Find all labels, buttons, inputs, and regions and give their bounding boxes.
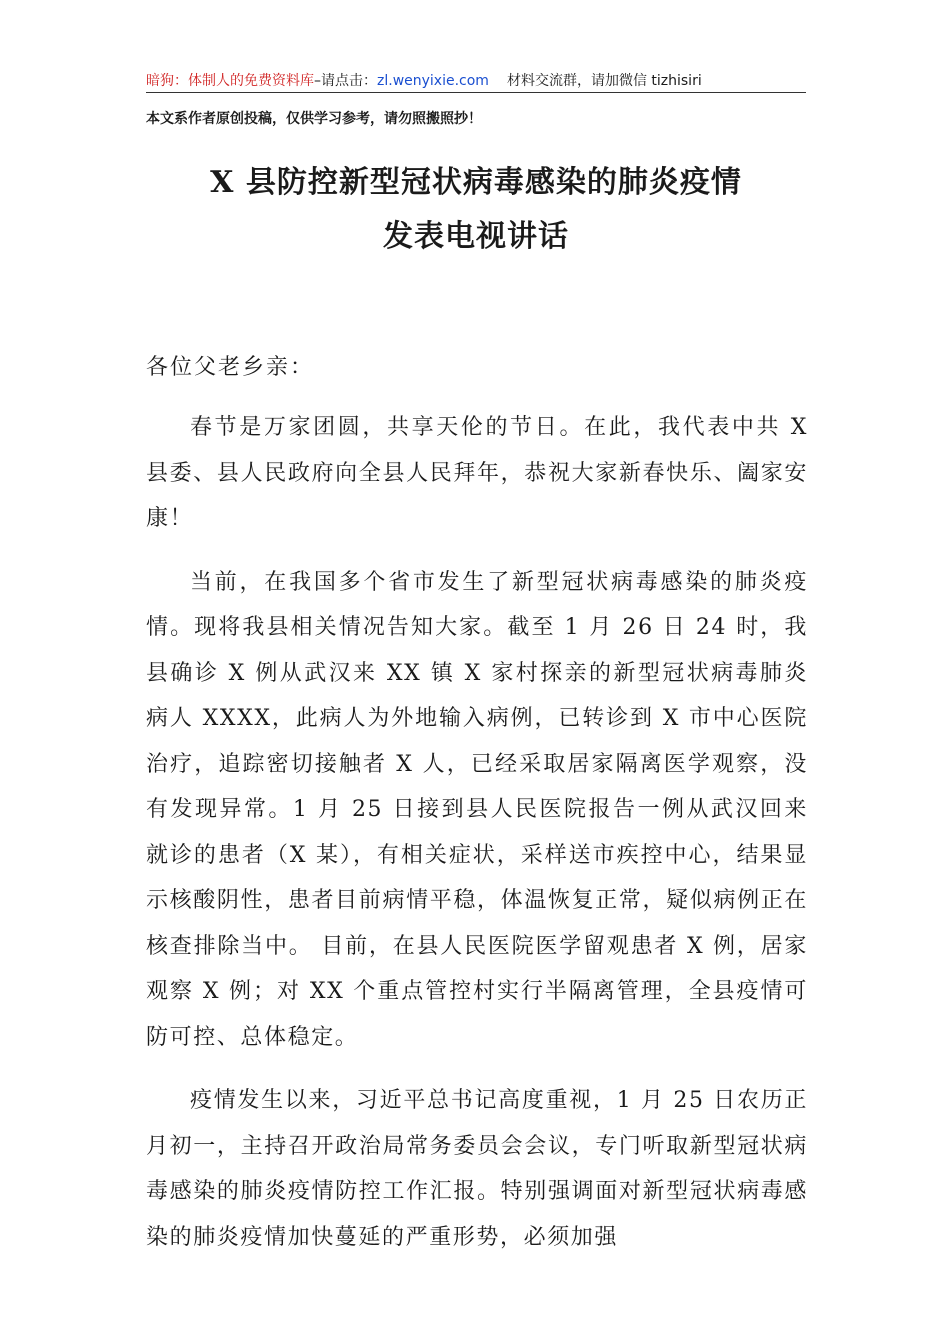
page-header [146,70,806,93]
header-link[interactable]: zl.wenyixie.com [377,73,489,89]
title-line-2: 发表电视讲话 [383,219,569,254]
header-brand: 暗狗：体制人的免费资料库 [146,73,314,89]
body-paragraph: 春节是万家团圆，共享天伦的节日。在此，我代表中共 X 县委、县人民政府向全县人民拜年，恭祝大家新春快乐、阖家安康！ [146,415,808,531]
document-title [146,156,806,264]
body-paragraph: 疫情发生以来，习近平总书记高度重视，1 月 25 日农历正月初一，主持召开政治局常务委员会会议，专门听取新型冠状病毒感染的肺炎疫情防控工作汇报。特别强调面对新型冠状病毒感染的肺炎疫情加快蔓延的严重形势，必须加强 [146,1088,808,1250]
copyright-notice: 本文系作者原创投稿，仅供学习参考，请勿照搬照抄！ [146,111,482,127]
salutation: 各位父老乡亲： [146,355,315,380]
header-contact: 材料交流群，请加微信 tizhisiri [506,73,702,89]
body-paragraph: 当前，在我国多个省市发生了新型冠状病毒感染的肺炎疫情。现将我县相关情况告知大家。截至 1 月 26 日 24 时，我县确诊 X 例从武汉来 XX 镇 X 家村探亲的新型冠状病毒肺炎病人 XXXX，此病人为外地输入病例，已转诊到 X 市中心医院治疗，追踪密切接触者 X 人，已经采取居家隔离医学观察，没有发现异常。1 月 25 日接到县人民医院报告一例从武汉回来就诊的患者（X 某），有相关症状，采样送市疾控中心，结果显示核酸阴性，患者目前病情平稳，体温恢复正常，疑似病例正在核查排除当中。 目前，在县人民医院医学留观患者 X 例，居家观察 X 例；对 XX 个重点管控村实行半隔离管理，全县疫情可防可控、总体稳定。 [146,569,808,1050]
title-line-1: X 县防控新型冠状病毒感染的肺炎疫情 [210,165,742,200]
header-click-prompt: –请点击： [314,73,377,89]
document-body [146,405,808,1278]
